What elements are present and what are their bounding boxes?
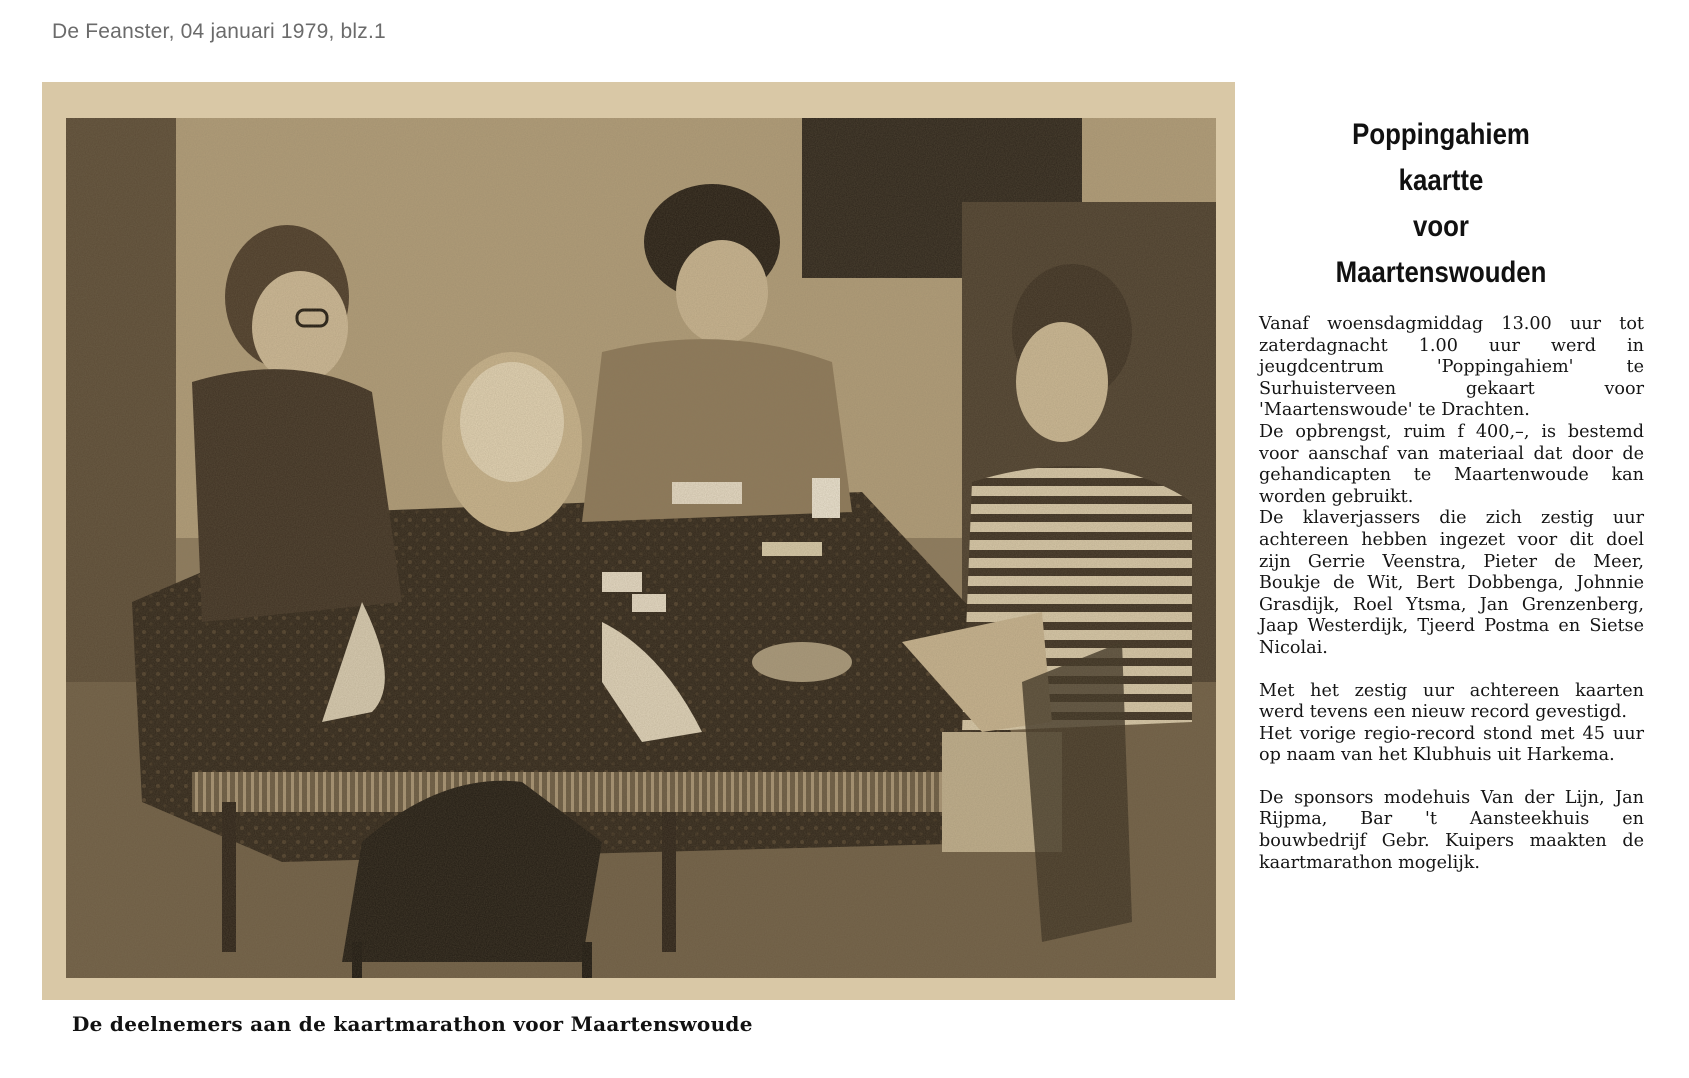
article-paragraph: De klaverjassers die zich zestig uur achtereen hebben ingezet voor dit doel zijn Gerrie Veenstra, Pieter de Meer, Boukje de Wit, Bert Dobbenga, Johnnie Grasdijk, Roel Ytsma, Jan Grenzenberg, Jaap Westerdijk, Tjeerd Postma en Sietse Nicolai.: [1259, 508, 1644, 658]
article-paragraph: Het vorige regio-record stond met 45 uur op naam van het Klubhuis uit Harkema.: [1259, 723, 1644, 766]
article-body: [1259, 314, 1644, 874]
headline-line: Poppingahiem: [1352, 118, 1530, 151]
newspaper-photo: [42, 82, 1235, 1000]
article-paragraph: De sponsors modehuis Van der Lijn, Jan Rijpma, Bar 't Aansteekhuis en bouwbedrijf Gebr. Kuipers maakten de kaartmarathon mogelijk.: [1259, 787, 1644, 873]
article-paragraph: De opbrengst, ruim f 400,–, is bestemd voor aanschaf van materiaal dat door de gehandicapten te Maartenwoude kan worden gebruikt.: [1259, 421, 1644, 507]
article-headline: [1260, 112, 1622, 296]
headline-line: Maartenswouden: [1335, 256, 1547, 289]
card-players-photo: [42, 82, 1235, 1000]
article-paragraph: Vanaf woensdagmiddag 13.00 uur tot zaterdagnacht 1.00 uur werd in jeugdcentrum 'Poppingahiem' te Surhuisterveen gekaart voor 'Maartenswoude' te Drachten.: [1259, 314, 1644, 421]
photo-caption: De deelnemers aan de kaartmarathon voor Maartenswoude: [72, 1012, 753, 1036]
article-paragraph: Met het zestig uur achtereen kaarten werd tevens een nieuw record gevestigd.: [1259, 680, 1644, 723]
headline-line: kaartte: [1398, 164, 1484, 197]
newspaper-source-line: De Feanster, 04 januari 1979, blz.1: [52, 20, 386, 43]
headline-line: voor: [1413, 210, 1469, 243]
